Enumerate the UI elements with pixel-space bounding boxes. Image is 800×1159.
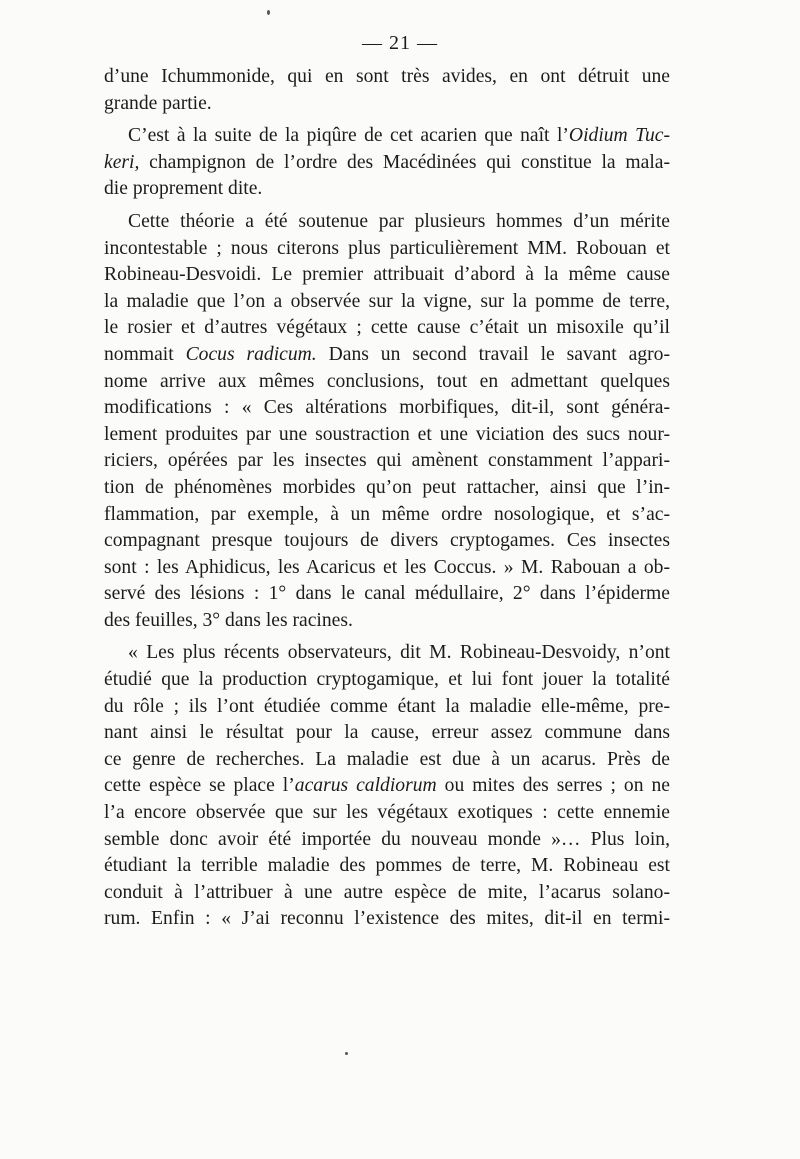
text-segment: rum. Enfin : « J’ai reconnu l’existence des mites, dit-il en termi-: [104, 908, 670, 930]
text-line: [104, 150, 670, 177]
text-line: [104, 608, 670, 635]
text-line: [104, 64, 670, 91]
text-segment: étudié que la production cryptogamique, et lui font jouer la totalité: [104, 669, 670, 691]
text-line: [104, 747, 670, 774]
text-segment: nant ainsi le résultat pour la cause, erreur assez commune dans: [104, 722, 670, 744]
page-number: — 21 —: [362, 32, 438, 54]
text-segment: du rôle ; ils l’ont étudiée comme étant la maladie elle-même, pre-: [104, 695, 670, 717]
text-segment: modifications : « Ces altérations morbifiques, dit-il, sont généra-: [104, 397, 670, 419]
text-segment: ce genre de recherches. La maladie est due à un acarus. Près de: [104, 748, 670, 770]
text-segment: Cette théorie a été soutenue par plusieurs hommes d’un mérite: [128, 210, 670, 232]
italic-term: Cocus radicum.: [185, 343, 317, 365]
italic-term: Oidium Tuc-: [568, 125, 670, 147]
text-line: [104, 236, 670, 263]
text-segment: « Les plus récents observateurs, dit M. Robineau-Desvoidy, n’ont: [128, 642, 670, 664]
text-segment: des feuilles, 3° dans les racines.: [104, 609, 353, 631]
text-segment: conduit à l’attribuer à une autre espèce de mite, l’acarus solano-: [104, 881, 670, 903]
text-segment: compagnant presque toujours de divers cryptogames. Ces insectes: [104, 530, 670, 552]
italic-term: acarus caldiorum: [294, 775, 437, 797]
text-line: [104, 475, 670, 502]
text-segment: lement produites par une soustraction et une viciation des sucs nour-: [104, 423, 670, 445]
italic-term: keri,: [104, 151, 140, 173]
paragraph: [104, 640, 670, 933]
text-line: [104, 800, 670, 827]
text-line: [104, 315, 670, 342]
text-line: [104, 448, 670, 475]
text-segment: grande partie.: [104, 92, 212, 114]
paragraph: [104, 64, 670, 117]
text-line: [104, 640, 670, 667]
paper-speck: [267, 10, 270, 15]
paragraph: [104, 209, 670, 635]
text-segment: die proprement dite.: [104, 178, 263, 200]
text-line: [104, 581, 670, 608]
text-segment: d’une Ichummonide, qui en sont très avides, en ont détruit une: [104, 66, 670, 87]
text-line: [104, 262, 670, 289]
text-line: [104, 209, 670, 236]
text-line: [104, 555, 670, 582]
text-line: [104, 422, 670, 449]
text-line: [104, 853, 670, 880]
text-segment: incontestable ; nous citerons plus particulièrement MM. Robouan et: [104, 237, 670, 259]
text-line: [104, 369, 670, 396]
text-line: [104, 827, 670, 854]
paper-speck: [345, 1052, 348, 1055]
text-segment: cette espèce se place l’: [104, 775, 295, 797]
text-line: [104, 395, 670, 422]
text-segment: sont : les Aphidicus, les Acaricus et les Coccus. » M. Rabouan a ob-: [104, 556, 670, 578]
text-line: [104, 667, 670, 694]
text-line: [104, 176, 670, 203]
text-line: [104, 91, 670, 118]
text-segment: riciers, opérées par les insectes qui amènent constamment l’appari-: [104, 450, 670, 472]
text-line: [104, 906, 670, 933]
text-segment: nome arrive aux mêmes conclusions, tout en admettant quelques: [104, 370, 670, 392]
text-line: [104, 502, 670, 529]
text-segment: champignon de l’ordre des Macédinées qui constitue la mala-: [139, 151, 670, 173]
text-segment: l’a encore observée que sur les végétaux exotiques : cette ennemie: [104, 802, 670, 824]
text-line: [104, 694, 670, 721]
text-segment: servé des lésions : 1° dans le canal médullaire, 2° dans l’épiderme: [104, 583, 670, 605]
text-segment: semble donc avoir été importée du nouveau monde »… Plus loin,: [104, 828, 670, 850]
text-segment: tion de phénomènes morbides qu’on peut rattacher, ainsi que l’in-: [104, 476, 670, 498]
body-text: [104, 64, 670, 933]
text-segment: le rosier et d’autres végétaux ; cette cause c’était un misoxile qu’il: [104, 317, 670, 339]
text-segment: ou mites des serres ; on ne: [436, 775, 670, 797]
text-segment: C’est à la suite de la piqûre de cet acarien que naît l’: [128, 125, 569, 147]
text-line: [104, 880, 670, 907]
text-segment: nommait: [104, 343, 186, 365]
text-segment: flammation, par exemple, à un même ordre nosologique, et s’ac-: [104, 503, 670, 525]
text-segment: Robineau-Desvoidi. Le premier attribuait d’abord à la même cause: [104, 264, 670, 286]
text-line: [104, 720, 670, 747]
text-line: [104, 123, 670, 150]
text-segment: la maladie que l’on a observée sur la vigne, sur la pomme de terre,: [104, 290, 670, 312]
text-line: [104, 773, 670, 800]
text-line: [104, 342, 670, 369]
text-segment: Dans un second travail le savant agro-: [316, 343, 670, 365]
text-line: [104, 289, 670, 316]
text-segment: étudiant la terrible maladie des pommes de terre, M. Robineau est: [104, 855, 670, 877]
paragraph: [104, 123, 670, 203]
text-line: [104, 528, 670, 555]
